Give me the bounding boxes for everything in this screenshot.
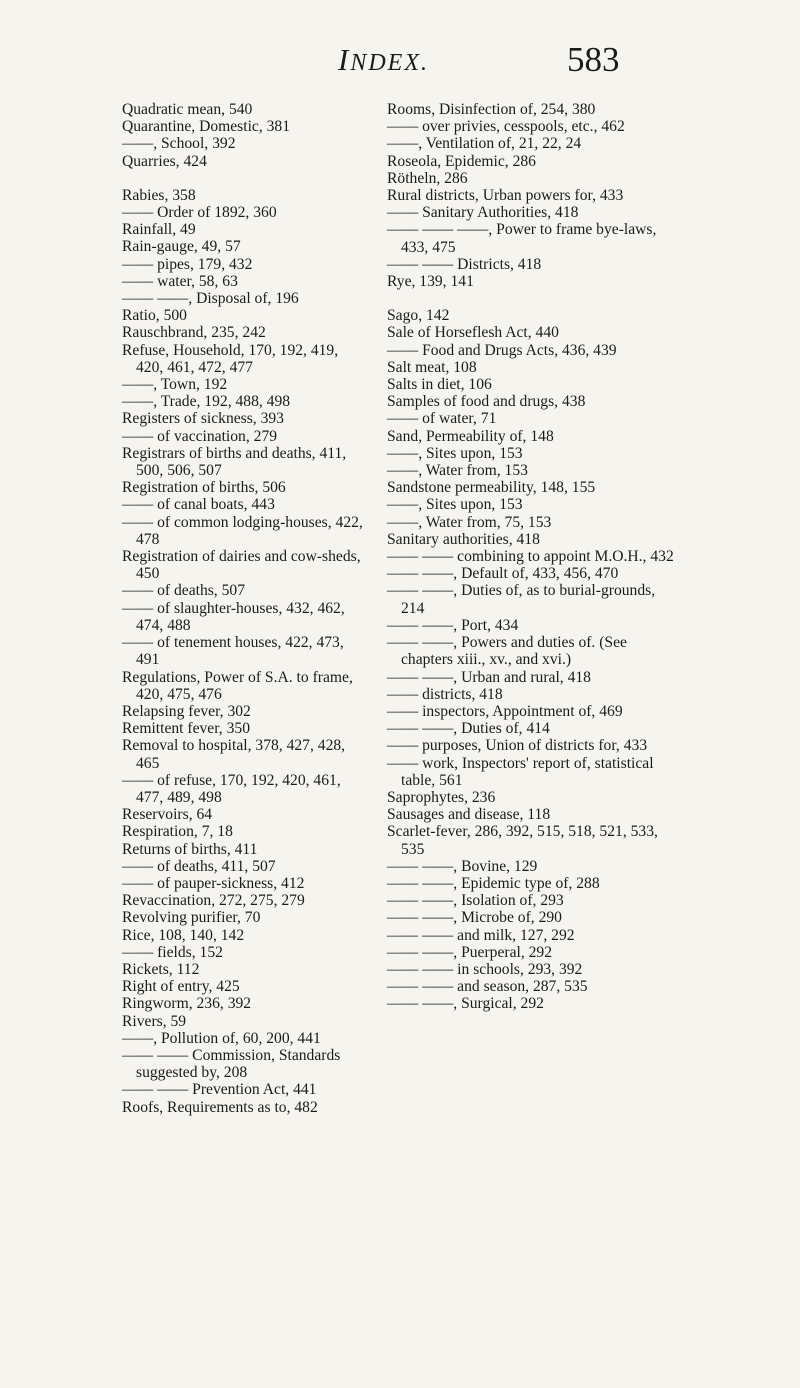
running-title	[338, 42, 429, 78]
index-entry: —— —— Commission, Standards suggested by, 208	[122, 1046, 341, 1082]
index-entry: —— Food and Drugs Acts, 436, 439	[387, 341, 617, 359]
index-entry: Sandstone permeability, 148, 155	[387, 479, 596, 497]
section-gap	[387, 290, 677, 307]
index-entry: ——, Water from, 75, 153	[387, 513, 552, 531]
title-initial: I	[338, 42, 351, 77]
index-entry: Removal to hospital, 378, 427, 428, 465	[122, 737, 346, 772]
index-entry: Quadratic mean, 540	[122, 101, 253, 118]
index-entry: —— of tenement houses, 422, 473, 491	[122, 634, 344, 669]
index-entry: Remittent fever, 350	[122, 720, 250, 738]
index-entry: —— fields, 152	[122, 943, 223, 961]
index-entry: Sale of Horseflesh Act, 440	[387, 324, 559, 342]
index-entry: Rabies, 358	[122, 186, 196, 204]
index-entry: Sanitary authorities, 418	[387, 530, 540, 548]
index-entry: ——, Town, 192	[122, 376, 228, 394]
index-entry: Registration of dairies and cow-sheds, 450	[122, 548, 361, 583]
index-entry: —— Sanitary Authorities, 418	[387, 204, 579, 222]
index-entry: —— ——, Surgical, 292	[387, 995, 544, 1013]
index-entry: —— —— and milk, 127, 292	[387, 926, 575, 944]
index-entry: Rural districts, Urban powers for, 433	[387, 187, 624, 205]
index-entry: ——, Water from, 153	[387, 462, 528, 480]
index-entry: —— ——, Epidemic type of, 288	[387, 874, 600, 892]
index-entry: Sausages and disease, 118	[387, 806, 551, 824]
title-rest: NDEX.	[350, 50, 429, 76]
index-entry: —— —— Prevention Act, 441	[122, 1081, 317, 1099]
index-entry: Samples of food and drugs, 438	[387, 393, 586, 411]
index-entry: —— ——, Duties of, as to burial-grounds, 214	[387, 582, 656, 617]
index-entry: Revolving purifier, 70	[122, 909, 261, 927]
index-entry: —— ——, Puerperal, 292	[387, 943, 553, 961]
index-entry: Quarries, 424	[122, 152, 207, 170]
index-entry: Right of entry, 425	[122, 978, 240, 996]
index-entry: Refuse, Household, 170, 192, 419, 420, 461, 472, 477	[122, 341, 339, 376]
page-number: 583	[567, 40, 620, 79]
index-entry: Rooms, Disinfection of, 254, 380	[387, 101, 596, 118]
index-entry: Sand, Permeability of, 148	[387, 427, 554, 445]
index-entry: Returns of births, 411	[122, 840, 258, 858]
index-entry: —— ——, Disposal of, 196	[122, 290, 299, 308]
index-entry: Relapsing fever, 302	[122, 702, 251, 720]
index-entry: ——, School, 392	[122, 135, 236, 153]
index-entry: —— of deaths, 411, 507	[122, 857, 276, 875]
index-entry: ——, Sites upon, 153	[387, 444, 523, 462]
index-entry: —— —— in schools, 293, 392	[387, 960, 583, 978]
index-entry: Sago, 142	[387, 307, 450, 325]
index-entry: ——, Pollution of, 60, 200, 441	[122, 1029, 321, 1047]
index-entry: Quarantine, Domestic, 381	[122, 118, 291, 136]
index-column-left	[122, 101, 368, 1116]
index-entry: Salt meat, 108	[387, 358, 477, 376]
index-entry: Respiration, 7, 18	[122, 823, 233, 841]
page-header	[0, 38, 800, 98]
index-entry: ——, Trade, 192, 488, 498	[122, 393, 291, 411]
index-entry: —— Order of 1892, 360	[122, 204, 277, 222]
index-entry: Registrars of births and deaths, 411, 500, 506, 507	[122, 444, 347, 480]
index-entry: Revaccination, 272, 275, 279	[122, 892, 305, 910]
index-entry: Rötheln, 286	[387, 169, 468, 187]
index-entry: Registration of births, 506	[122, 479, 286, 497]
index-entry: —— over privies, cesspools, etc., 462	[387, 118, 625, 136]
index-entry: Rickets, 112	[122, 960, 200, 978]
index-entry: Salts in diet, 106	[387, 376, 492, 394]
index-entry: —— pipes, 179, 432	[122, 255, 253, 273]
index-entry: —— of slaughter-houses, 432, 462, 474, 488	[122, 599, 345, 634]
index-entry: Rice, 108, 140, 142	[122, 926, 245, 944]
index-entry: —— —— ——, Power to frame bye-laws, 433, 475	[387, 221, 657, 256]
index-entry: Rain-gauge, 49, 57	[122, 238, 241, 256]
index-entry: Rivers, 59	[122, 1012, 187, 1030]
index-entry: —— —— combining to appoint M.O.H., 432	[387, 548, 674, 566]
index-entry: —— ——, Urban and rural, 418	[387, 668, 591, 686]
index-entry: ——, Sites upon, 153	[387, 496, 523, 514]
index-entry: —— work, Inspectors' report of, statistical table, 561	[387, 754, 654, 789]
index-entry: —— ——, Port, 434	[387, 616, 519, 634]
section-gap	[122, 170, 368, 187]
index-entry: Ringworm, 236, 392	[122, 995, 252, 1013]
index-column-right	[387, 101, 677, 1013]
index-entry: Ratio, 500	[122, 307, 187, 325]
index-entry: Scarlet-fever, 286, 392, 515, 518, 521, 533, 535	[387, 823, 658, 858]
index-entry: —— of vaccination, 279	[122, 427, 278, 445]
index-entry: —— of deaths, 507	[122, 582, 245, 600]
index-entry: —— ——, Bovine, 129	[387, 857, 538, 875]
index-entry: —— ——, Isolation of, 293	[387, 892, 564, 910]
index-entry: —— ——, Microbe of, 290	[387, 909, 562, 927]
index-entry: Rye, 139, 141	[387, 273, 474, 291]
index-entry: —— of water, 71	[387, 410, 497, 428]
index-entry: —— ——, Default of, 433, 456, 470	[387, 565, 619, 583]
index-entry: —— of pauper-sickness, 412	[122, 874, 305, 892]
index-entry: Saprophytes, 236	[387, 788, 496, 806]
index-entry: Rainfall, 49	[122, 221, 196, 239]
index-entry: —— of canal boats, 443	[122, 496, 275, 514]
index-entry: Registers of sickness, 393	[122, 410, 284, 428]
index-entry: Roofs, Requirements as to, 482	[122, 1098, 318, 1116]
index-entry: —— ——, Duties of, 414	[387, 720, 550, 738]
index-entry: —— inspectors, Appointment of, 469	[387, 702, 623, 720]
index-entry: Reservoirs, 64	[122, 806, 213, 824]
index-entry: Rauschbrand, 235, 242	[122, 324, 266, 342]
index-entry: —— ——, Powers and duties of. (See chapters xiii., xv., and xvi.)	[387, 634, 627, 669]
index-entry: Regulations, Power of S.A. to frame, 420, 475, 476	[122, 668, 353, 703]
index-entry: Roseola, Epidemic, 286	[387, 152, 536, 170]
index-entry: —— of common lodging-houses, 422, 478	[122, 513, 363, 548]
index-entry: —— purposes, Union of districts for, 433	[387, 737, 648, 755]
index-entry: —— of refuse, 170, 192, 420, 461, 477, 489, 498	[122, 771, 341, 806]
index-entry: ——, Ventilation of, 21, 22, 24	[387, 135, 582, 153]
index-entry: —— —— Districts, 418	[387, 255, 542, 273]
index-entry: —— water, 58, 63	[122, 272, 238, 290]
index-entry: —— districts, 418	[387, 685, 503, 703]
index-entry: —— —— and season, 287, 535	[387, 978, 588, 996]
